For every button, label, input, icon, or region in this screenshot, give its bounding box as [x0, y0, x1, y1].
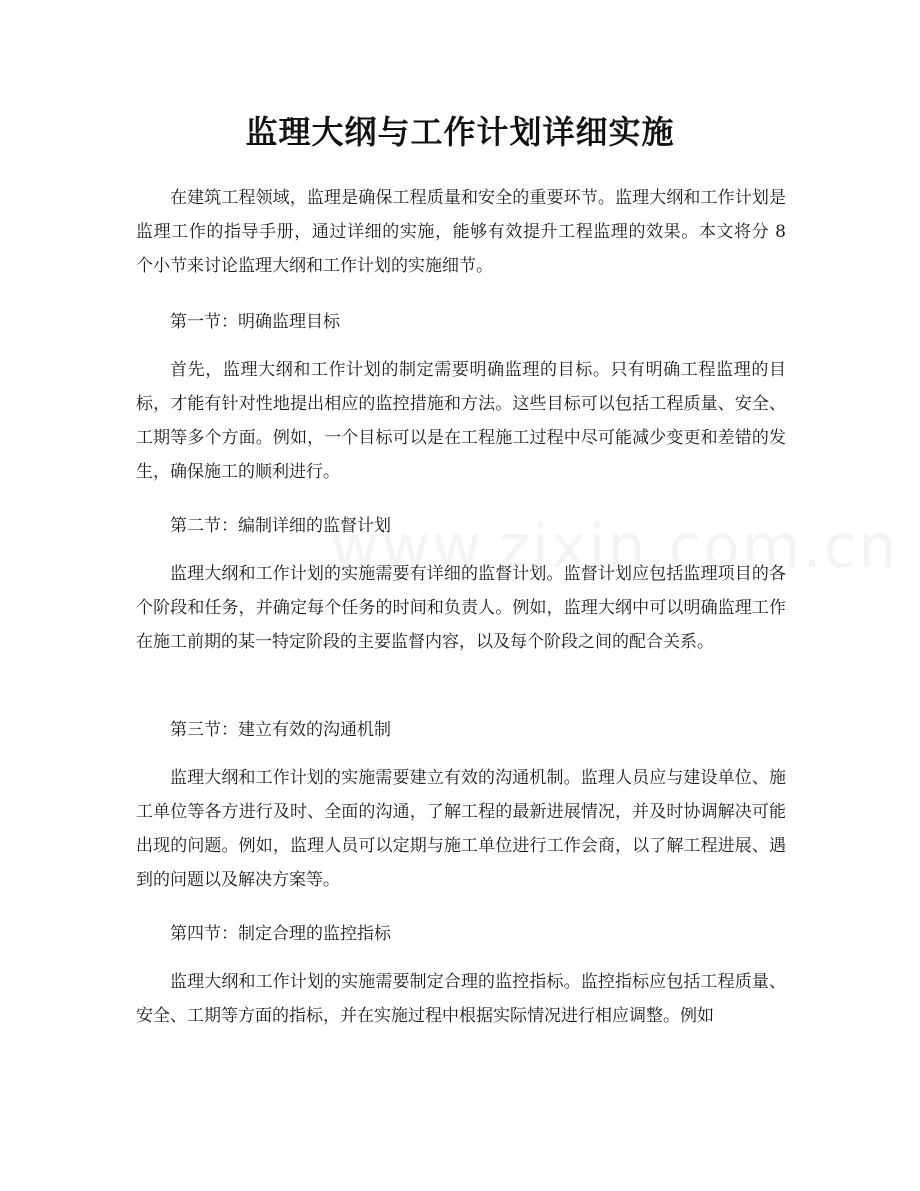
section-4-body: 监理大纲和工作计划的实施需要制定合理的监控指标。监控指标应包括工程质量、安全、工期等方面的指标，并在实施过程中根据实际情况进行相应调整。例如	[136, 972, 786, 1026]
section-2-body: 监理大纲和工作计划的实施需要有详细的监督计划。监督计划应包括监理项目的各个阶段和任务，并确定每个任务的时间和负责人。例如，监理大纲中可以明确监理工作在施工前期的某一特定阶段的主要监督内容，以及每个阶段之间的配合关系。	[136, 564, 786, 652]
section-1-body: 首先，监理大纲和工作计划的制定需要明确监理的目标。只有明确工程监理的目标，才能有针对性地提出相应的监控措施和方法。这些目标可以包括工程质量、安全、工期等多个方面。例如，一个目标可以是在工程施工过程中尽可能减少变更和差错的发生，确保施工的顺利进行。	[136, 360, 786, 482]
page-title: 监理大纲与工作计划详细实施	[245, 113, 675, 151]
section-3-body: 监理大纲和工作计划的实施需要建立有效的沟通机制。监理人员应与建设单位、施工单位等各方进行及时、全面的沟通，了解工程的最新进展情况，并及时协调解决可能出现的问题。例如，监理人员可以定期与施工单位进行工作会商，以了解工程进展、遇到的问题以及解决方案等。	[136, 768, 786, 890]
intro-paragraph: 在建筑工程领域，监理是确保工程质量和安全的重要环节。监理大纲和工作计划是监理工作的指导手册，通过详细的实施，能够有效提升工程监理的效果。本文将分 8 个小节来讨论监理大纲和工作计划的实施细节。	[136, 188, 786, 276]
section-2-heading: 第二节：编制详细的监督计划	[170, 516, 391, 536]
section-1-heading: 第一节：明确监理目标	[170, 312, 340, 332]
section-3-heading: 第三节：建立有效的沟通机制	[170, 720, 391, 740]
section-4-heading: 第四节：制定合理的监控指标	[170, 924, 391, 944]
